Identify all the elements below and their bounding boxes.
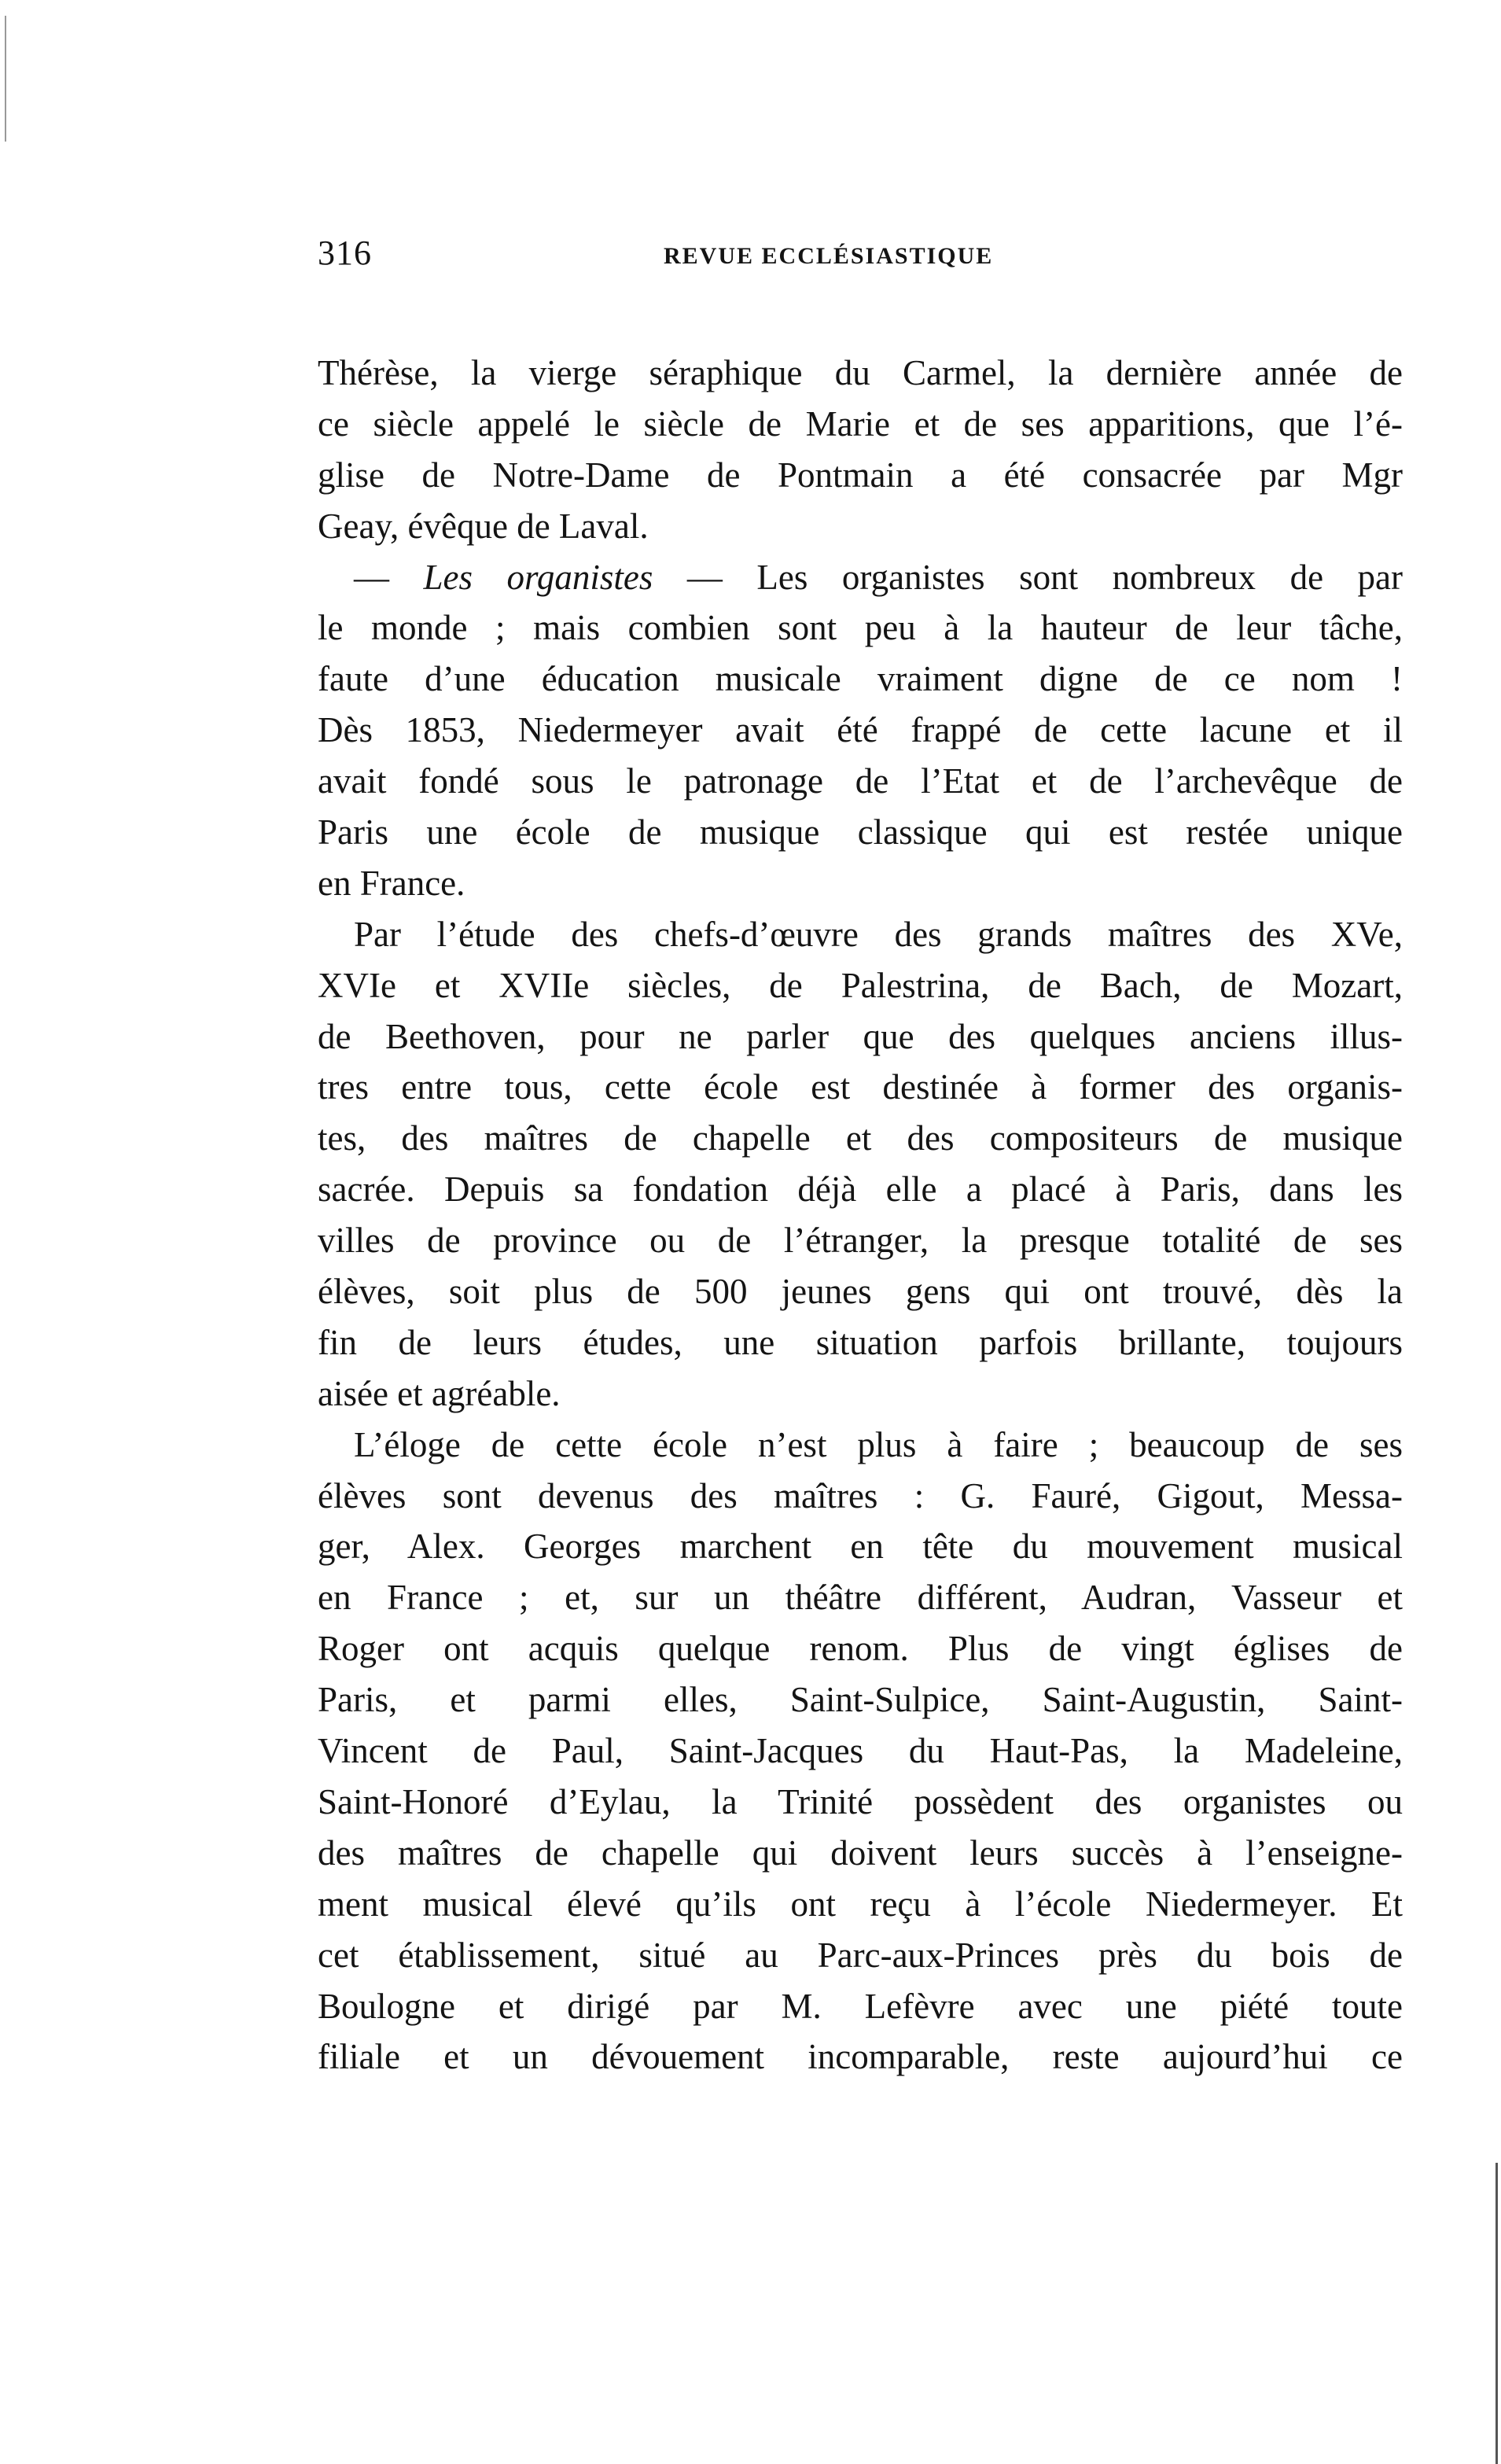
running-head: REVUE ECCLÉSIASTIQUE	[664, 243, 994, 269]
text-line: Dès 1853, Niedermeyer avait été frappé de cette lacune et il	[318, 710, 1403, 750]
text-line: élèves sont devenus des maîtres : G. Fauré, Gigout, Messa-	[318, 1475, 1403, 1516]
text-line: des maîtres de chapelle qui doivent leurs succès à l’enseigne-	[318, 1832, 1403, 1873]
text-line: Vincent de Paul, Saint-Jacques du Haut-Pas, la Madeleine,	[318, 1731, 1403, 1771]
text-line: cet établissement, situé au Parc-aux-Princes près du bois de	[318, 1935, 1403, 1975]
text-line: villes de province ou de l’étranger, la presque totalité de ses	[318, 1221, 1403, 1261]
scan-edge-mark	[5, 16, 6, 142]
em-dash: —	[354, 557, 389, 597]
text-line: en France.	[318, 863, 465, 903]
section-title: Les organistes	[423, 557, 653, 597]
text-line: Thérèse, la vierge séraphique du Carmel, la dernière année de	[318, 353, 1403, 392]
text-line: L’éloge de cette école n’est plus à faire ; beaucoup de ses	[354, 1424, 1403, 1464]
page-number: 316	[318, 234, 372, 272]
text-line: Roger ont acquis quelque renom. Plus de vingt églises de	[318, 1629, 1403, 1669]
section-heading-line	[318, 552, 1403, 603]
scan-edge-mark	[1495, 2163, 1498, 2464]
body-text	[318, 348, 1403, 2083]
text-line: glise de Notre-Dame de Pontmain a été consacrée par Mgr	[318, 455, 1403, 495]
text-line: aisée et agréable.	[318, 1373, 561, 1413]
text-line: tres entre tous, cette école est destinée à former des organis-	[318, 1067, 1403, 1107]
text-line: Paris une école de musique classique qui est restée unique	[318, 812, 1403, 853]
text-line: Boulogne et dirigé par M. Lefèvre avec une piété toute	[318, 1986, 1403, 2026]
text-line: avait fondé sous le patronage de l’Etat et de l’archevêque de	[318, 761, 1403, 801]
em-dash: —	[686, 557, 723, 597]
text-line: tes, des maîtres de chapelle et des compositeurs de musique	[318, 1118, 1403, 1158]
text-line: ment musical élevé qu’ils ont reçu à l’école Niedermeyer. Et	[318, 1884, 1403, 1924]
text-line: Paris, et parmi elles, Saint-Sulpice, Saint-Augustin, Saint-	[318, 1680, 1403, 1720]
text-line: de Beethoven, pour ne parler que des quelques anciens illus-	[318, 1016, 1403, 1056]
text-line: faute d’une éducation musicale vraiment digne de ce nom !	[318, 659, 1403, 699]
text-line: XVIe et XVIIe siècles, de Palestrina, de Bach, de Mozart,	[318, 965, 1403, 1005]
text-line: en France ; et, sur un théâtre différent, Audran, Vasseur et	[318, 1578, 1403, 1618]
text-line: ce siècle appelé le siècle de Marie et de ses apparitions, que l’é-	[318, 403, 1403, 444]
text-line: le monde ; mais combien sont peu à la hauteur de leur tâche,	[318, 608, 1403, 648]
text-line: Par l’étude des chefs-d’œuvre des grands maîtres des XVe,	[354, 914, 1403, 954]
page-header	[318, 230, 1395, 277]
text-line: ger, Alex. Georges marchent en tête du mouvement musical	[318, 1527, 1403, 1567]
text-line: sacrée. Depuis sa fondation déjà elle a placé à Paris, dans les	[318, 1169, 1403, 1210]
text-line: élèves, soit plus de 500 jeunes gens qui ont trouvé, dès la	[318, 1272, 1403, 1312]
text-line: fin de leurs études, une situation parfois brillante, toujours	[318, 1322, 1403, 1362]
text-line: Saint-Honoré d’Eylau, la Trinité possèdent des organistes ou	[318, 1781, 1403, 1821]
text-line: Geay, évêque de Laval.	[318, 506, 649, 546]
section-lead-text: Les organistes sont nombreux de par	[756, 557, 1404, 597]
text-line: filiale et un dévouement incomparable, reste aujourd’hui ce	[318, 2037, 1403, 2077]
